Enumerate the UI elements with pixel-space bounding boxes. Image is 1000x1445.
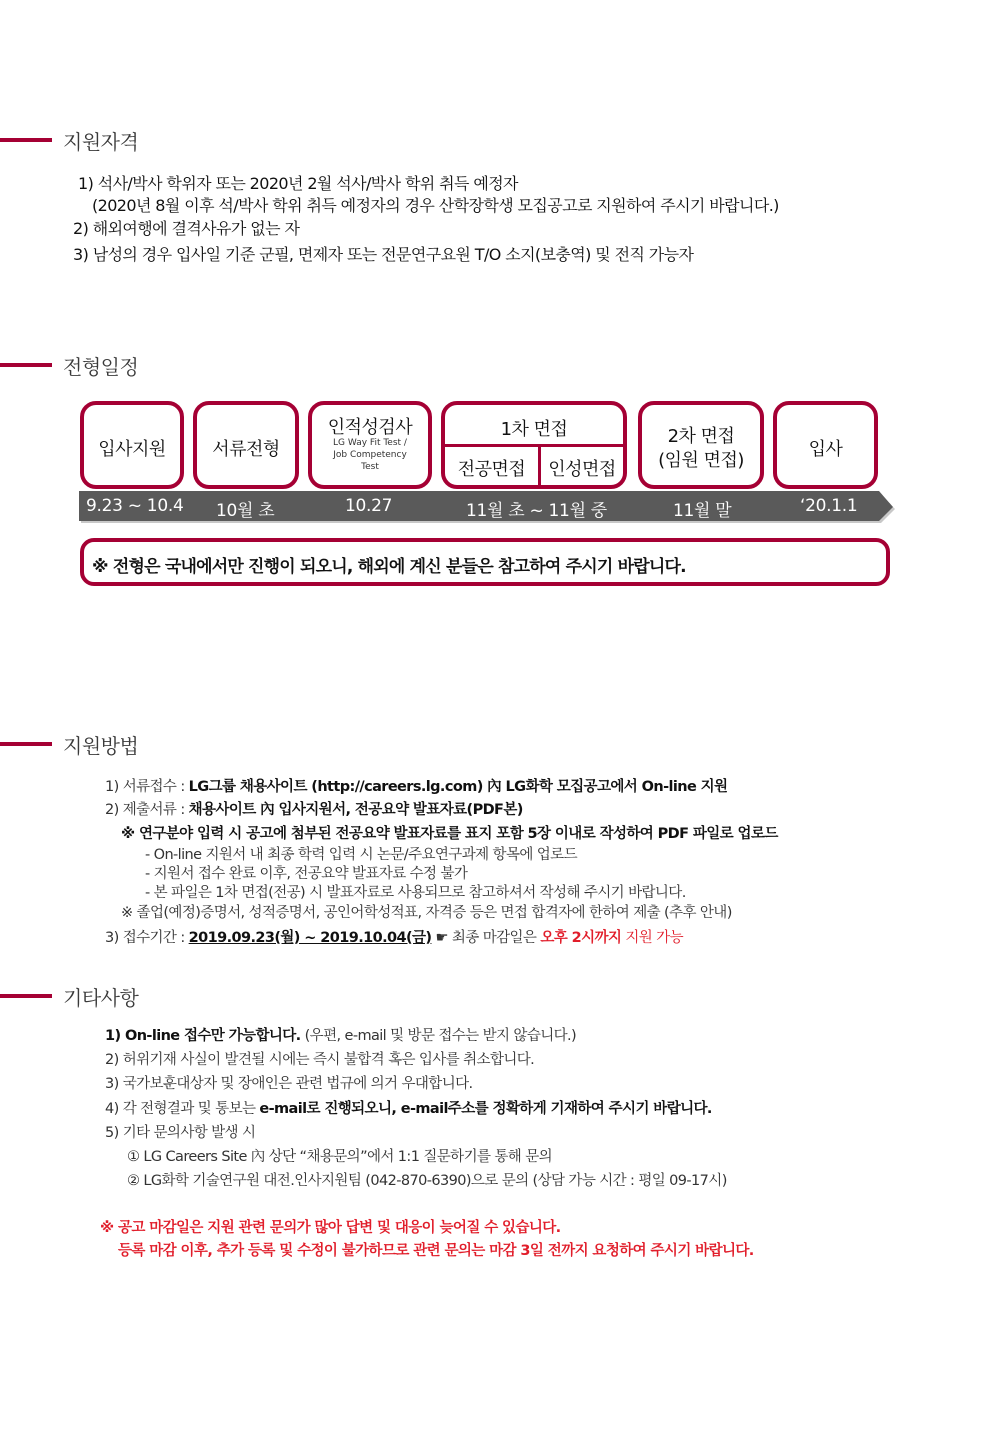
- etc-line-1-bold: 1) On-line 접수만 가능합니다.: [105, 1028, 301, 1044]
- method-line-1-value: LG그룹 채용사이트 (http://careers.lg.com) 內 LG화학 모집공고에서 On-line 지원: [188, 779, 728, 795]
- etc-warning-2: 등록 마감 이후, 추가 등록 및 수정이 불가하므로 관련 문의는 마감 3일 전까지 요청하여 주시기 바랍니다.: [118, 1243, 754, 1259]
- method-header: [0, 729, 138, 759]
- stage-divider: [445, 444, 623, 447]
- stage-aptitude: [308, 401, 432, 489]
- schedule-notice: ※ 전형은 국내에서만 진행이 되오니, 해외에 계신 분들은 참고하여 주시기 바랍니다.: [92, 557, 686, 577]
- method-line-8: [105, 926, 683, 947]
- stage-interview-2: [638, 401, 764, 489]
- qualification-item-3: 3) 남성의 경우 입사일 기준 군필, 면제자 또는 전문연구요원 T/O 소지(보충역) 및 전직 가능자: [73, 245, 694, 264]
- stage-interview-1-personality: 인성면접: [548, 459, 616, 480]
- etc-line-1-rest: (우편, e-mail 및 방문 접수는 받지 않습니다.): [300, 1028, 577, 1044]
- stage-join-label: 입사: [808, 439, 843, 460]
- method-line-3: ※ 연구분야 입력 시 공고에 첨부된 전공요약 발표자료를 표지 포함 5장 이내로 작성하여 PDF 파일로 업로드: [121, 826, 778, 842]
- schedule-header: [0, 350, 138, 380]
- timeline-date-document: 10월 초: [216, 501, 275, 521]
- method-line-5: - 지원서 접수 완료 이후, 전공요약 발표자료 수정 불가: [145, 866, 468, 882]
- method-deadline-tail: 지원 가능: [621, 930, 683, 946]
- method-line-2: [105, 798, 523, 819]
- stage-interview-1-major: 전공면접: [457, 459, 526, 480]
- etc-line-4: [105, 1097, 712, 1118]
- section-title-schedule: 전형일정: [63, 354, 139, 379]
- method-line-8-mid: ☛ 최종 마감일은: [431, 930, 541, 946]
- stage-interview-1-label: 1차 면접: [500, 419, 568, 440]
- etc-header: [0, 981, 138, 1011]
- method-line-2-value: 채용사이트 內 입사지원서, 전공요약 발표자료(PDF본): [188, 802, 523, 818]
- stage-apply: [80, 401, 184, 489]
- method-line-8-label: 3) 접수기간 :: [105, 930, 189, 946]
- etc-line-3: 3) 국가보훈대상자 및 장애인은 관련 법규에 의거 우대합니다.: [105, 1076, 473, 1092]
- timeline-date-interview-2: 11월 말: [673, 501, 732, 521]
- etc-warning-1: ※ 공고 마감일은 지원 관련 문의가 많아 답변 및 대응이 늦어질 수 있습니다.: [100, 1220, 561, 1236]
- section-title-etc: 기타사항: [63, 985, 139, 1010]
- method-line-1-label: 1) 서류접수 :: [105, 779, 189, 795]
- method-line-2-label: 2) 제출서류 :: [105, 802, 189, 818]
- section-title-qualification: 지원자격: [63, 129, 139, 154]
- section-bar: [0, 138, 52, 142]
- etc-line-7: ② LG화학 기술연구원 대전.인사지원팀 (042-870-6390)으로 문의 (상담 가능 시간 : 평일 09-17시): [127, 1173, 727, 1189]
- section-bar: [0, 742, 52, 746]
- stage-interview-2-label: 2차 면접: [667, 426, 735, 447]
- method-line-1: [105, 775, 727, 796]
- timeline-date-aptitude: 10.27: [345, 496, 393, 516]
- method-line-6: - 본 파일은 1차 면접(전공) 시 발표자료로 사용되므로 참고하셔서 작성해 주시기 바랍니다.: [145, 885, 686, 901]
- timeline-date-join: ‘20.1.1: [800, 496, 858, 516]
- method-line-7: ※ 졸업(예정)증명서, 성적증명서, 공인어학성적표, 자격증 등은 면접 합격자에 한하여 제출 (추후 안내): [121, 905, 732, 921]
- qualification-item-2: 2) 해외여행에 결격사유가 없는 자: [73, 219, 300, 238]
- etc-line-1: [105, 1024, 576, 1045]
- method-deadline: 오후 2시까지: [540, 930, 622, 946]
- etc-line-2: 2) 허위기재 사실이 발견될 시에는 즉시 불합격 혹은 입사를 취소합니다.: [105, 1052, 535, 1068]
- stage-aptitude-sub: LG Way Fit Test / Job Competency Test: [333, 438, 407, 472]
- method-period: 2019.09.23(월) ~ 2019.10.04(금): [188, 930, 432, 946]
- method-line-4: - On-line 지원서 내 최종 학력 입력 시 논문/주요연구과제 항목에 업로드: [145, 847, 577, 863]
- qualification-item-1: 1) 석사/박사 학위자 또는 2020년 2월 석사/박사 학위 취득 예정자: [78, 174, 518, 193]
- section-bar: [0, 994, 52, 998]
- section-bar: [0, 363, 52, 367]
- stage-join: [773, 401, 878, 489]
- stage-apply-label: 입사지원: [98, 439, 166, 460]
- timeline-date-interview-1: 11월 초 ~ 11월 중: [466, 501, 607, 521]
- stage-document: [193, 401, 299, 489]
- stage-interview-1: [441, 401, 627, 489]
- section-title-method: 지원방법: [63, 733, 139, 758]
- etc-line-4-a: 4) 각 전형결과 및 통보는: [105, 1101, 260, 1117]
- etc-line-5: 5) 기타 문의사항 발생 시: [105, 1125, 256, 1141]
- qualification-item-1-note: (2020년 8월 이후 석/박사 학위 취득 예정자의 경우 산학장학생 모집공고로 지원하여 주시기 바랍니다.): [92, 196, 779, 215]
- etc-line-6: ① LG Careers Site 內 상단 “채용문의”에서 1:1 질문하기를 통해 문의: [127, 1149, 553, 1165]
- stage-interview-2-sub: (임원 면접): [658, 450, 744, 471]
- etc-line-4-b: e-mail로 진행되오니, e-mail주소를 정확하게 기재하여 주시기 바랍니다.: [259, 1101, 712, 1117]
- stage-document-label: 서류전형: [212, 439, 280, 460]
- stage-aptitude-label: 인적성검사: [327, 417, 413, 438]
- qualification-header: [0, 125, 138, 155]
- timeline-date-apply: 9.23 ~ 10.4: [86, 496, 184, 516]
